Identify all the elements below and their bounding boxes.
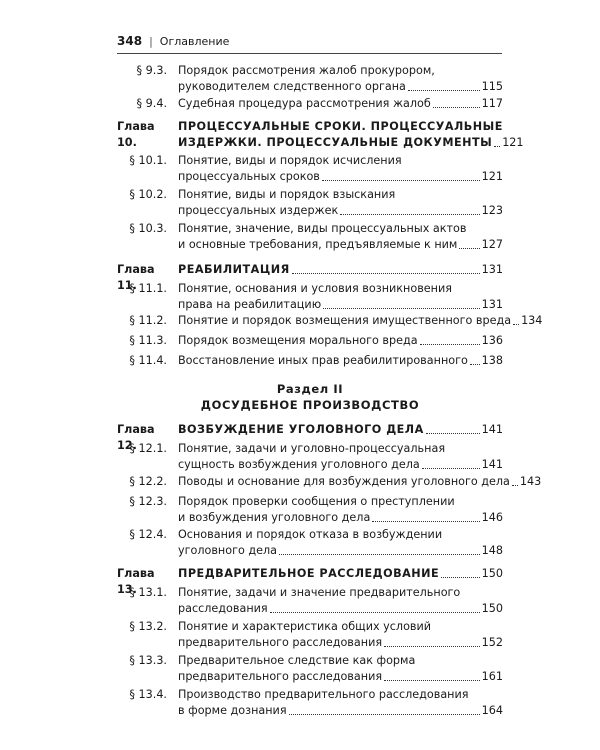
leader-dots <box>279 554 480 555</box>
entry-title-line: Понятие, задачи и уголовно-процессуальная <box>178 442 446 455</box>
entry-title-line: уголовного дела <box>178 544 277 557</box>
entry-page: 141 <box>481 423 503 436</box>
entry-page: 121 <box>481 170 503 183</box>
entry-title-line: сущность возбуждения уголовного дела <box>178 458 420 471</box>
entry-number: § 11.3. <box>129 334 167 347</box>
entry-page: 134 <box>521 314 543 327</box>
entry-page: 150 <box>481 602 503 615</box>
entry-title-line: Понятие и порядок возмещения имущественного вреда <box>178 314 512 327</box>
entry-page: 127 <box>481 238 503 251</box>
entry-title-line: Понятие, значение, виды процессуальных актов <box>178 222 467 235</box>
leader-dots <box>512 485 518 486</box>
entry-title-line: предварительного расследования <box>178 670 383 683</box>
entry-title-line: процессуальных сроков <box>178 170 320 183</box>
leader-dots <box>322 180 480 181</box>
entry-title-line: Порядок рассмотрения жалоб прокурором, <box>178 64 435 77</box>
leader-dots <box>340 214 479 215</box>
leader-dots <box>384 680 480 681</box>
entry-title-line: Основания и порядок отказа в возбуждении <box>178 528 443 541</box>
entry-number: § 9.3. <box>136 64 167 77</box>
entry-title-line: и возбуждения уголовного дела <box>178 511 371 524</box>
entry-title-line: Понятие, виды и порядок исчисления <box>178 154 402 167</box>
entry-title-line: Восстановление иных прав реабилитированного <box>178 354 468 367</box>
section-label: Раздел II <box>276 382 344 396</box>
entry-title-line: права на реабилитацию <box>178 298 322 311</box>
leader-dots <box>433 107 480 108</box>
chapter-number: Глава 11. <box>117 263 155 292</box>
entry-title-line: Поводы и основание для возбуждения уголовного дела <box>178 475 510 488</box>
entry-number: § 10.3. <box>129 222 167 235</box>
entry-number: § 10.2. <box>129 188 167 201</box>
entry-title-line: Понятие и характеристика общих условий <box>178 620 432 633</box>
leader-dots <box>422 468 480 469</box>
entry-title-line: Судебная процедура рассмотрения жалоб <box>178 97 431 110</box>
leader-dots <box>408 90 480 91</box>
entry-page: 138 <box>481 354 503 367</box>
entry-title-line: и основные требования, предъявляемые к ним <box>178 238 458 251</box>
entry-title-line: Понятие, задачи и значение предварительного <box>178 586 461 599</box>
entry-page: 131 <box>481 263 503 276</box>
entry-number: § 12.2. <box>129 475 167 488</box>
entry-title-line: руководителем следственного органа <box>178 80 406 93</box>
leader-dots <box>426 433 480 434</box>
entry-number: § 12.3. <box>129 495 167 508</box>
entry-page: 123 <box>481 204 503 217</box>
running-header <box>117 34 502 48</box>
entry-page: 148 <box>481 544 503 557</box>
entry-number: § 13.1. <box>129 586 167 599</box>
entry-page: 141 <box>481 458 503 471</box>
leader-dots <box>513 324 519 325</box>
entry-title-line: Порядок проверки сообщения о преступлении <box>178 495 455 508</box>
leader-dots <box>323 308 480 309</box>
entry-number: § 13.2. <box>129 620 167 633</box>
chapter-number: Глава 13. <box>117 567 155 596</box>
entry-page: 143 <box>519 475 542 488</box>
entry-number: § 9.4. <box>136 97 167 110</box>
entry-number: § 10.1. <box>129 154 167 167</box>
leader-dots <box>289 714 480 715</box>
leader-dots <box>270 612 480 613</box>
chapter-title-line: РЕАБИЛИТАЦИЯ <box>178 263 290 276</box>
entry-page: 117 <box>481 97 503 110</box>
leader-dots <box>459 248 479 249</box>
header-rule <box>117 53 502 54</box>
entry-page: 115 <box>481 80 503 93</box>
entry-title-line: Производство предварительного расследования <box>178 688 469 701</box>
leader-dots <box>441 577 479 578</box>
chapter-title-line: ИЗДЕРЖКИ. ПРОЦЕССУАЛЬНЫЕ ДОКУМЕНТЫ <box>178 136 493 149</box>
entry-number: § 12.1. <box>129 442 167 455</box>
leader-dots <box>372 521 479 522</box>
chapter-number: Глава 10. <box>117 120 155 149</box>
entry-page: 150 <box>481 567 503 580</box>
entry-title-line: в форме дознания <box>178 704 287 717</box>
header-title: Оглавление <box>159 34 230 48</box>
entry-title-line: процессуальных издержек <box>178 204 339 217</box>
entry-number: § 11.4. <box>129 354 167 367</box>
entry-page: 161 <box>481 670 503 683</box>
chapter-title-line: ПРЕДВАРИТЕЛЬНОЕ РАССЛЕДОВАНИЕ <box>178 567 440 580</box>
section-title: ДОСУДЕБНОЕ ПРОИЗВОДСТВО <box>200 398 420 412</box>
entry-number: § 12.4. <box>129 528 167 541</box>
leader-dots <box>494 146 500 147</box>
page-number: 348 <box>117 34 143 48</box>
chapter-number: Глава 12. <box>117 423 155 452</box>
entry-number: § 13.4. <box>129 688 167 701</box>
entry-title-line: Понятие, основания и условия возникновения <box>178 282 452 295</box>
leader-dots <box>292 273 480 274</box>
chapter-title-line: ВОЗБУЖДЕНИЕ УГОЛОВНОГО ДЕЛА <box>178 423 424 436</box>
entry-title-line: Предварительное следствие как форма <box>178 654 416 667</box>
header-separator: | <box>149 34 153 48</box>
entry-page: 131 <box>481 298 503 311</box>
chapter-title-line: ПРОЦЕССУАЛЬНЫЕ СРОКИ. ПРОЦЕССУАЛЬНЫЕ <box>178 120 503 133</box>
entry-number: § 11.2. <box>129 314 167 327</box>
entry-page: 136 <box>481 334 503 347</box>
entry-page: 164 <box>481 704 503 717</box>
entry-title-line: расследования <box>178 602 268 615</box>
leader-dots <box>470 364 480 365</box>
leader-dots <box>384 646 480 647</box>
entry-number: § 11.1. <box>129 282 167 295</box>
entry-page: 121 <box>502 136 524 149</box>
entry-title-line: Порядок возмещения морального вреда <box>178 334 418 347</box>
entry-title-line: предварительного расследования <box>178 636 383 649</box>
entry-page: 152 <box>481 636 503 649</box>
entry-page: 146 <box>481 511 503 524</box>
entry-number: § 13.3. <box>129 654 167 667</box>
entry-title-line: Понятие, виды и порядок взыскания <box>178 188 396 201</box>
leader-dots <box>420 344 480 345</box>
